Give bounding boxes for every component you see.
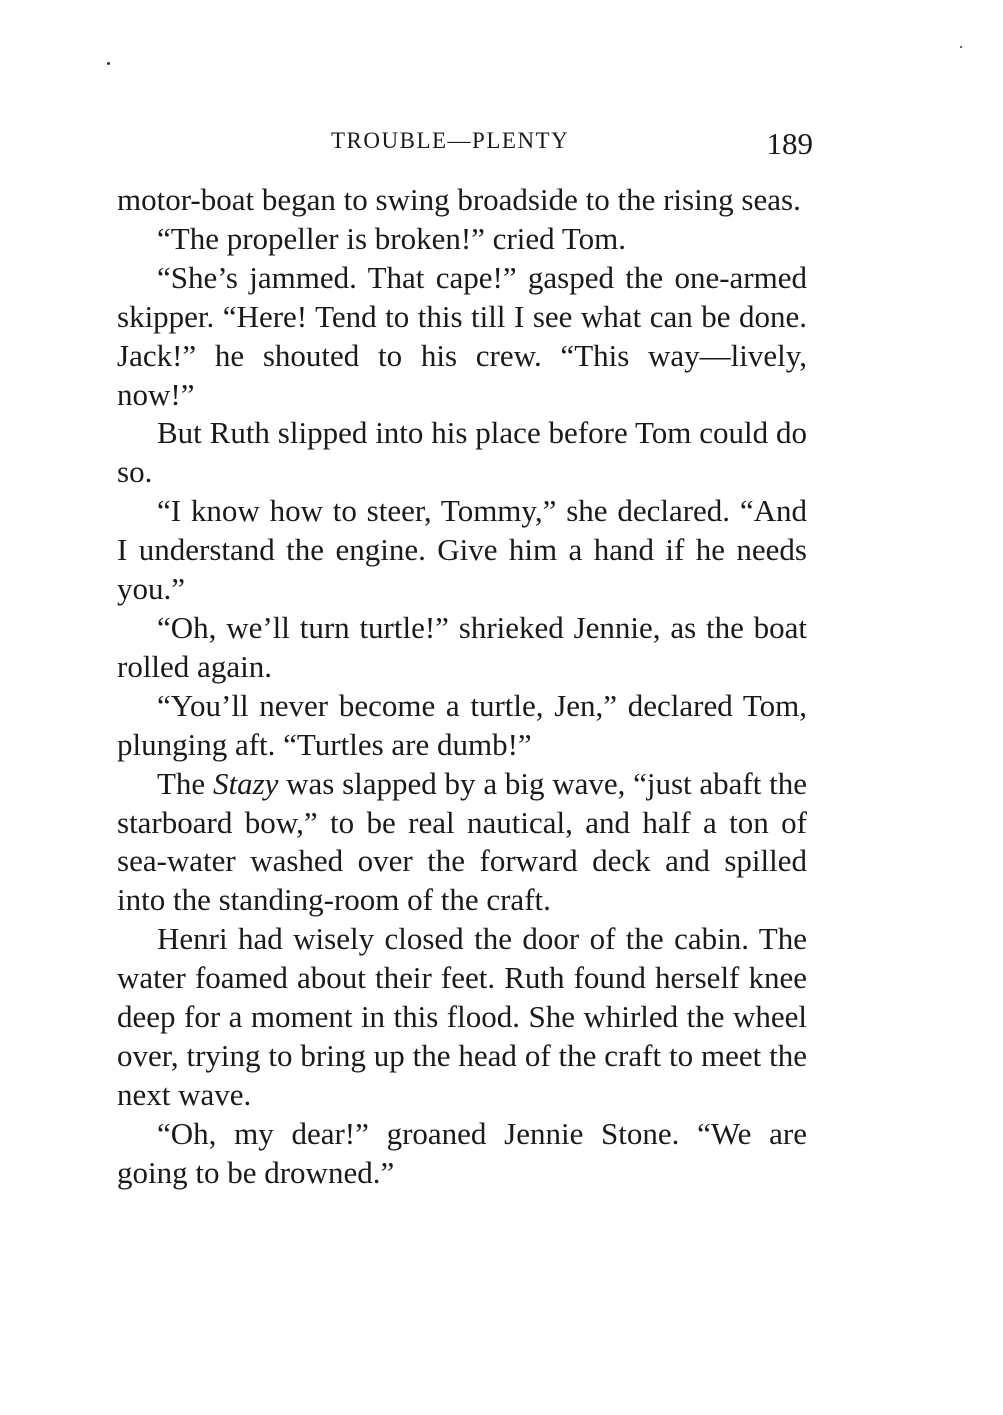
paragraph-text: The [157,765,213,801]
paragraph: motor-boat began to swing broadside to the rising seas. [117,182,801,217]
paragraph: Henri had wisely closed the door of the cabin. The water foamed about their feet. Ruth found herself knee deep for a moment in this flood. She whirled the wheel over, trying to bring up the head of the craft to meet the next wave. [117,921,807,1112]
boat-name: Stazy [212,765,279,801]
page-header [117,128,813,168]
paragraph [117,765,807,921]
scan-speck [107,62,110,65]
paragraph: “I know how to steer, Tommy,” she declared. “And I understand the engine. Give him a hand if he needs you.” [117,493,807,607]
paragraph: “You’ll never become a turtle, Jen,” declared Tom, plunging aft. “Turtles are dumb!” [117,687,807,762]
paragraph: But Ruth slipped into his place before Tom could do so. [117,415,807,490]
running-head: TROUBLE—PLENTY [331,128,570,153]
scan-speck [960,46,962,48]
page-number: 189 [766,126,813,161]
paragraph: “Oh, we’ll turn turtle!” shrieked Jennie, as the boat rolled again. [117,609,807,684]
paragraph-text: was slapped by a big wave, “just abaft the starboard bow,” to be real nautical, and half a ton of sea-water washed over the forward deck and spilled into the standing-room of the craft. [117,765,807,918]
paragraph: “Oh, my dear!” groaned Jennie Stone. “We are going to be drowned.” [117,1115,807,1190]
paragraph: “She’s jammed. That cape!” gasped the one-armed skipper. “Here! Tend to this till I see what can be done. Jack!” he shouted to his crew. “This way—lively, now!” [117,259,807,412]
paragraph: “The propeller is broken!” cried Tom. [157,220,626,256]
body-text [117,181,807,1193]
